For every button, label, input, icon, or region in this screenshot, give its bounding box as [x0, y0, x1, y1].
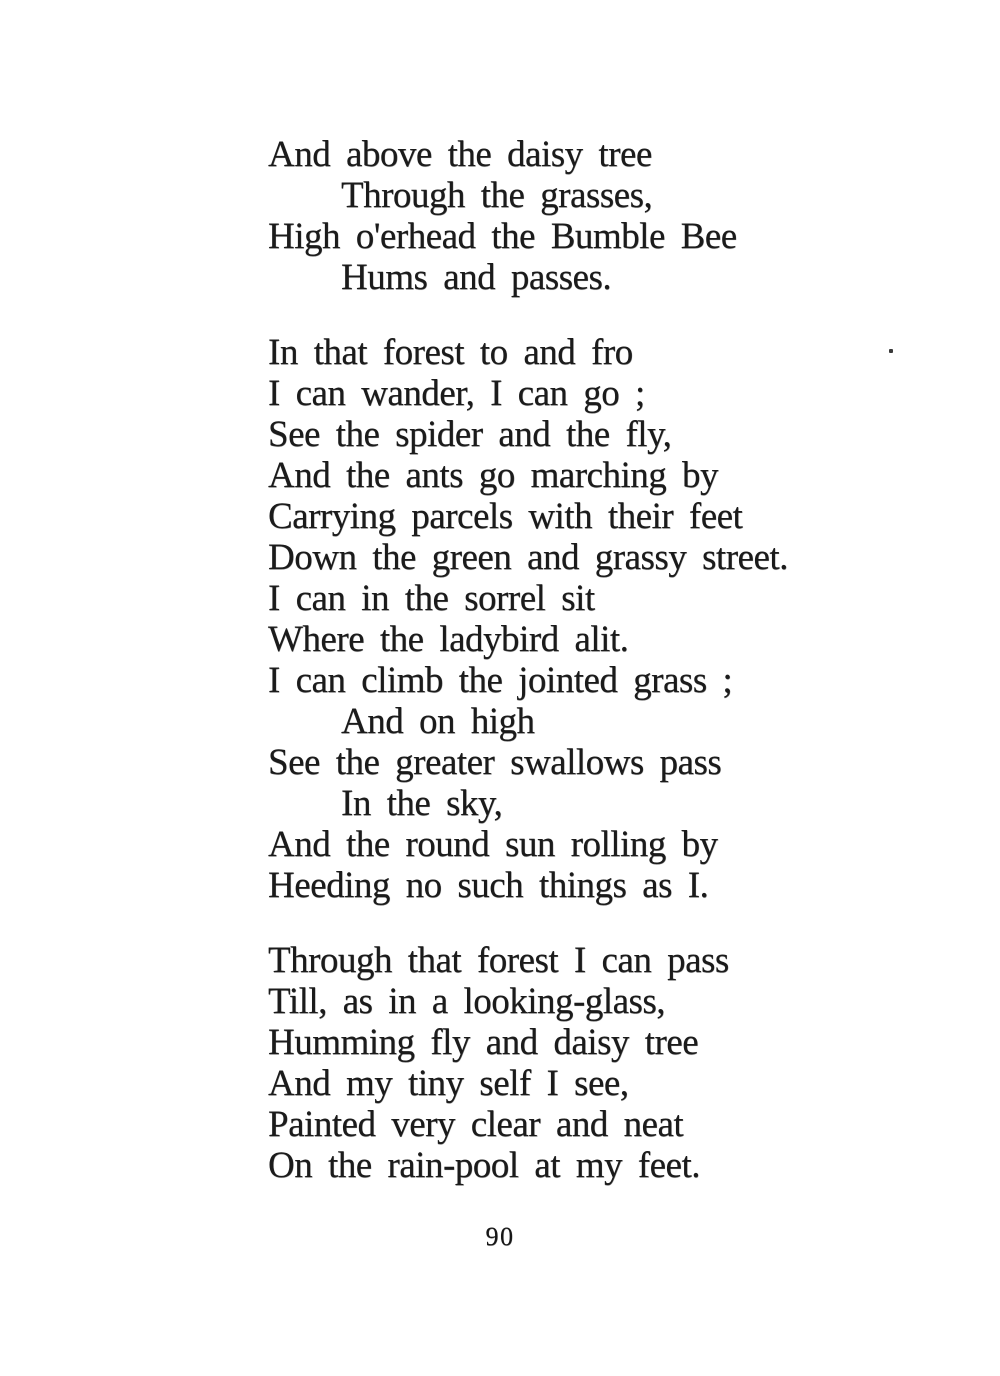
poem-line: Carrying parcels with their feet	[268, 496, 743, 537]
poem-line: Hums and passes.	[341, 257, 612, 298]
poem-line: In that forest to and fro	[268, 332, 633, 373]
poem-line: Painted very clear and neat	[268, 1104, 684, 1145]
poem-stanza-2	[268, 332, 788, 906]
poem-line: Down the green and grassy street.	[268, 537, 788, 578]
poem-line: Till, as in a looking-glass,	[268, 981, 666, 1022]
poem-line: Heeding no such things as I.	[268, 865, 709, 906]
poem-line: I can in the sorrel sit	[268, 578, 595, 619]
poem-line: On the rain-pool at my feet.	[268, 1145, 700, 1186]
poem-line: Through that forest I can pass	[268, 940, 729, 981]
poem-line: Humming fly and daisy tree	[268, 1022, 699, 1063]
poem-line: And the round sun rolling by	[268, 824, 718, 865]
poem-stanza-1	[268, 134, 737, 298]
poem-line: High o'erhead the Bumble Bee	[268, 216, 737, 257]
poem-line: Where the ladybird alit.	[268, 619, 629, 660]
poem-stanza-3	[268, 940, 729, 1186]
poem-line: I can climb the jointed grass ;	[268, 660, 733, 701]
poem-line: See the spider and the fly,	[268, 414, 672, 455]
poem-line: And above the daisy tree	[268, 134, 652, 175]
poem-line: And my tiny self I see,	[268, 1063, 629, 1104]
page-number: 90	[485, 1222, 515, 1251]
poem-line: In the sky,	[341, 783, 503, 824]
poem-line: See the greater swallows pass	[268, 742, 722, 783]
poem-line: And on high	[341, 701, 535, 742]
poem-line: And the ants go marching by	[268, 455, 718, 496]
poem-line: I can wander, I can go ;	[268, 373, 645, 414]
ink-speck	[889, 349, 893, 353]
poem-line: Through the grasses,	[341, 175, 653, 216]
